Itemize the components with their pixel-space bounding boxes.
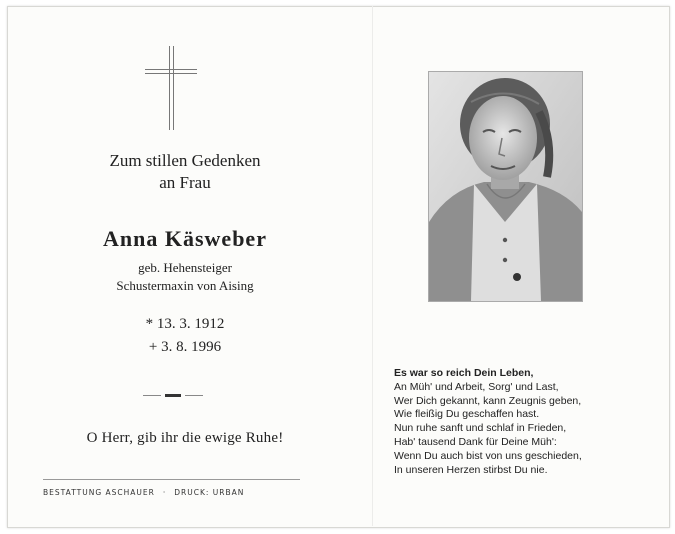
dedication-line-2: an Frau (159, 173, 211, 192)
occupation: Schustermaxin von Aising (116, 278, 254, 293)
death-date: + 3. 8. 1996 (148, 339, 222, 355)
cross-icon (145, 46, 197, 130)
life-dates (40, 313, 330, 359)
dedication (40, 150, 330, 194)
deceased-name: Anna Käsweber (103, 226, 267, 251)
poem-line: In unseren Herzen stirbst Du nie. (394, 463, 548, 476)
divider-ornament (143, 394, 203, 397)
deceased-details (40, 259, 330, 295)
footer (43, 488, 303, 497)
poem-line: Wer Dich gekannt, kann Zeugnis geben, (394, 394, 582, 407)
dedication-line-1: Zum stillen Gedenken (109, 151, 261, 170)
prayer: O Herr, gib ihr die ewige Ruhe! (86, 430, 284, 446)
poem-line: Wie fleißig Du geschaffen hast. (394, 408, 540, 421)
funeral-home: BESTATTUNG ASCHAUER (43, 488, 155, 497)
poem (394, 367, 644, 477)
maiden-name: geb. Hehensteiger (138, 260, 232, 275)
poem-line: Es war so reich Dein Leben, (394, 367, 534, 379)
poem-line: Wenn Du auch bist von uns geschieden, (394, 449, 582, 462)
printer: DRUCK: URBAN (174, 488, 245, 497)
footer-separator: · (162, 488, 167, 497)
poem-line: Hab' tausend Dank für Deine Müh': (394, 435, 557, 448)
poem-line: Nun ruhe sanft und schlaf in Frieden, (394, 422, 567, 435)
portrait-photo (428, 71, 583, 302)
poem-line: An Müh' und Arbeit, Sorg' und Last, (394, 380, 559, 393)
card-fold (372, 6, 373, 526)
footer-rule (43, 479, 300, 480)
birth-date: * 13. 3. 1912 (145, 316, 225, 332)
